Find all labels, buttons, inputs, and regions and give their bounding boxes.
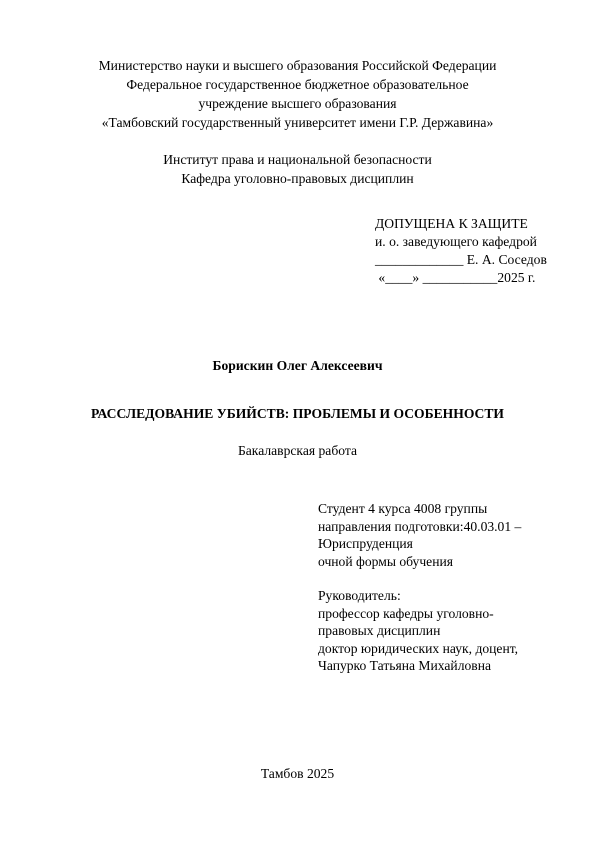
approval-signature: _____________ Е. А. Соседов [375, 252, 547, 267]
approval-date: «____» ___________2025 г. [375, 270, 536, 285]
supervisor-position-1: профессор кафедры уголовно- [318, 605, 494, 621]
student-specialty: Юриспруденция [318, 536, 413, 551]
supervisor-label: Руководитель: [318, 588, 401, 603]
student-direction: направления подготовки:40.03.01 – [318, 518, 522, 534]
university-name: «Тамбовский государственный университет имени Г.Р. Державина» [101, 115, 494, 130]
supervisor-degree: доктор юридических наук, доцент, [318, 640, 519, 656]
institution-line-2: учреждение высшего образования [198, 96, 397, 111]
approval-role: и. о. заведующего кафедрой [375, 234, 537, 249]
city-year: Тамбов 2025 [260, 766, 335, 781]
supervisor-position-2: правовых дисциплин [318, 623, 441, 638]
student-form: очной формы обучения [318, 553, 454, 569]
student-course: Студент 4 курса 4008 группы [318, 501, 488, 516]
work-type: Бакалаврская работа [237, 443, 358, 458]
author-name: Борискин Олег Алексеевич [212, 358, 383, 373]
supervisor-block [318, 587, 588, 675]
work-title: РАССЛЕДОВАНИЕ УБИЙСТВ: ПРОБЛЕМЫ И ОСОБЕННОСТИ [90, 406, 505, 421]
student-block [318, 500, 588, 570]
approval-block [375, 215, 585, 287]
institution-line-1: Федеральное государственное бюджетное образовательное [126, 77, 469, 92]
ministry-line: Министерство науки и высшего образования Российской Федерации [98, 58, 497, 73]
institute-name: Институт права и национальной безопасности [163, 152, 432, 167]
supervisor-name: Чапурко Татьяна Михайловна [318, 658, 492, 673]
approval-title: ДОПУЩЕНА К ЗАЩИТЕ [375, 216, 528, 231]
chair-name: Кафедра уголовно-правовых дисциплин [181, 171, 414, 186]
